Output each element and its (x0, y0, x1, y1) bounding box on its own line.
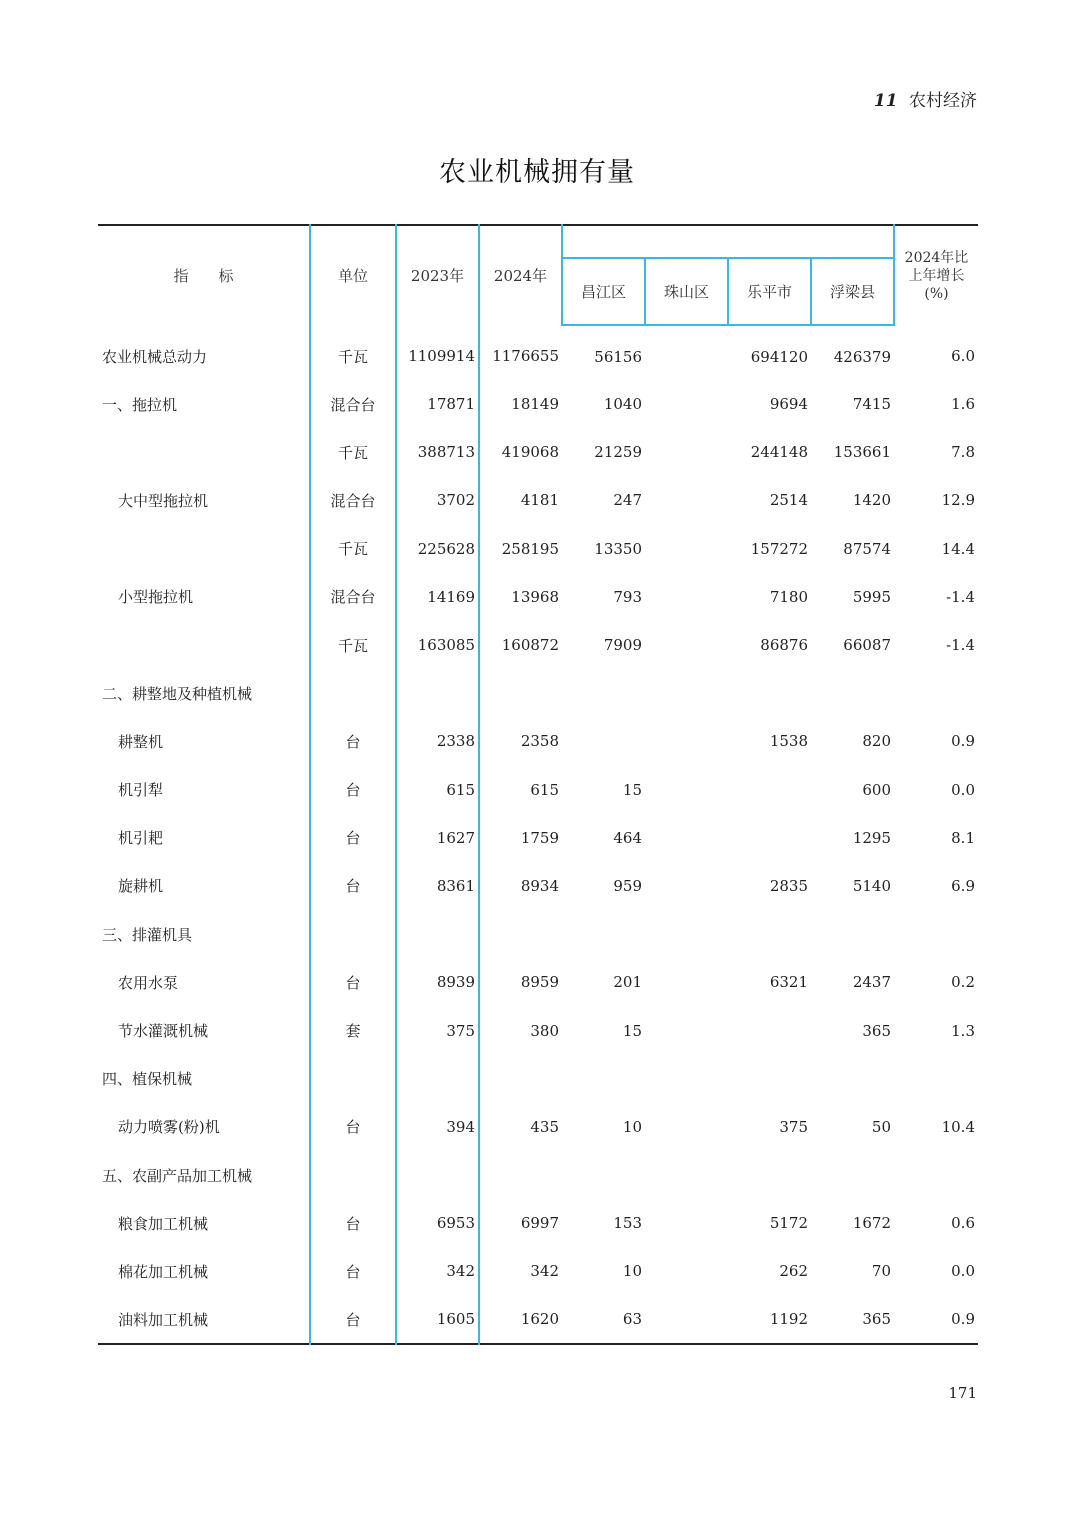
cell-unit (310, 1055, 396, 1103)
cell-2024: 380 (479, 1006, 562, 1054)
cell-2024: 8959 (479, 958, 562, 1006)
table-row (98, 1296, 978, 1344)
chapter-number: 11 (873, 91, 898, 111)
cell-2024: 435 (479, 1103, 562, 1151)
cell-growth: -1.4 (946, 587, 975, 606)
cell-changjiang: 15 (622, 780, 642, 799)
cell-growth: 14.4 (941, 539, 975, 558)
cell-2023: 163085 (396, 621, 479, 669)
cell-growth (894, 1151, 978, 1199)
table-row (98, 862, 978, 910)
cell-2024: 2358 (479, 717, 562, 765)
header-fuliang: 浮梁县 (811, 258, 894, 325)
cell-2023: 375 (396, 1006, 479, 1054)
cell-unit: 台 (310, 1103, 396, 1151)
cell-indicator: 小型拖拉机 (118, 588, 194, 607)
table-row (98, 766, 978, 814)
table-row (98, 1006, 978, 1054)
cell-zhushan (645, 325, 728, 380)
cell-growth: 0.0 (951, 1262, 975, 1281)
cell-zhushan (645, 1055, 728, 1103)
table-row (98, 1199, 978, 1247)
cell-2023: 342 (396, 1247, 479, 1295)
cell-leping: 2835 (769, 876, 808, 895)
cell-leping: 7180 (769, 587, 808, 606)
header-growth-line1: 2024年比 (904, 249, 969, 266)
cell-fuliang: 1672 (852, 1214, 891, 1233)
cell-2023 (396, 910, 479, 958)
cell-fuliang: 66087 (843, 636, 891, 655)
chapter-header (874, 86, 977, 111)
cell-fuliang: 2437 (852, 973, 891, 992)
cell-indicator: 节水灌溉机械 (118, 1022, 209, 1041)
cell-growth: 10.4 (941, 1117, 975, 1136)
cell-zhushan (645, 910, 728, 958)
cell-leping (728, 669, 811, 717)
cell-fuliang: 5995 (852, 587, 891, 606)
cell-fuliang: 70 (871, 1262, 891, 1281)
cell-unit: 台 (310, 814, 396, 862)
cell-changjiang: 15 (622, 1021, 642, 1040)
cell-leping (728, 910, 811, 958)
cell-2023: 2338 (396, 717, 479, 765)
cell-zhushan (645, 573, 728, 621)
cell-fuliang: 1295 (852, 828, 891, 847)
cell-leping: 86876 (760, 636, 808, 655)
cell-growth: 1.6 (951, 395, 975, 414)
cell-changjiang: 959 (613, 876, 642, 895)
cell-indicator: 四、植保机械 (102, 1070, 193, 1089)
cell-changjiang: 10 (622, 1117, 642, 1136)
cell-unit: 混合台 (310, 476, 396, 524)
cell-2023: 14169 (396, 573, 479, 621)
cell-unit: 台 (310, 1247, 396, 1295)
cell-zhushan (645, 862, 728, 910)
cell-indicator (98, 621, 310, 669)
cell-fuliang: 426379 (833, 347, 891, 366)
cell-leping: 9694 (769, 395, 808, 414)
cell-indicator: 机引耙 (118, 829, 164, 848)
cell-growth: 12.9 (941, 491, 975, 510)
cell-2024: 419068 (479, 428, 562, 476)
header-changjiang: 昌江区 (562, 258, 645, 325)
table-row (98, 476, 978, 524)
cell-2024: 1176655 (479, 325, 562, 380)
cell-growth: 8.1 (951, 828, 975, 847)
table-row (98, 910, 978, 958)
cell-2023: 225628 (396, 525, 479, 573)
cell-changjiang (562, 717, 645, 765)
cell-2024 (479, 1151, 562, 1199)
cell-zhushan (645, 428, 728, 476)
cell-growth (894, 910, 978, 958)
cell-fuliang: 600 (862, 780, 891, 799)
page-number: 171 (948, 1384, 977, 1402)
cell-zhushan (645, 476, 728, 524)
header-district-group (562, 225, 894, 258)
page-title: 农业机械拥有量 (439, 157, 635, 188)
cell-2024: 4181 (479, 476, 562, 524)
cell-changjiang: 247 (613, 491, 642, 510)
cell-unit: 千瓦 (310, 525, 396, 573)
cell-unit: 台 (310, 717, 396, 765)
cell-2023 (396, 1151, 479, 1199)
cell-leping: 1538 (769, 732, 808, 751)
cell-2024: 342 (479, 1247, 562, 1295)
cell-2023: 388713 (396, 428, 479, 476)
cell-leping: 6321 (769, 973, 808, 992)
table-row (98, 1151, 978, 1199)
cell-zhushan (645, 1199, 728, 1247)
cell-leping: 694120 (750, 347, 808, 366)
table-body (98, 325, 978, 1344)
table-row (98, 814, 978, 862)
cell-unit: 台 (310, 1199, 396, 1247)
cell-growth: 0.9 (951, 1310, 975, 1329)
cell-zhushan (645, 814, 728, 862)
cell-2024 (479, 669, 562, 717)
cell-unit (310, 1151, 396, 1199)
cell-2024: 160872 (479, 621, 562, 669)
cell-indicator (98, 525, 310, 573)
cell-unit (310, 669, 396, 717)
cell-indicator: 耕整机 (118, 732, 164, 751)
cell-indicator: 粮食加工机械 (118, 1214, 209, 1233)
table-row (98, 717, 978, 765)
header-zhushan: 珠山区 (645, 258, 728, 325)
cell-leping: 244148 (750, 443, 808, 462)
cell-indicator: 五、农副产品加工机械 (102, 1166, 253, 1185)
cell-growth: 6.0 (951, 347, 975, 365)
cell-leping: 375 (779, 1117, 808, 1136)
cell-fuliang (811, 910, 894, 958)
cell-fuliang (811, 1151, 894, 1199)
cell-unit: 台 (310, 766, 396, 814)
table-header (98, 225, 978, 325)
cell-indicator (98, 428, 310, 476)
table-row (98, 1055, 978, 1103)
cell-indicator: 旋耕机 (118, 877, 164, 896)
header-unit: 单位 (310, 225, 396, 325)
cell-fuliang: 7415 (852, 395, 891, 414)
cell-changjiang: 21259 (594, 443, 642, 462)
cell-leping (728, 1006, 811, 1054)
cell-zhushan (645, 958, 728, 1006)
cell-2023: 1109914 (396, 325, 479, 380)
cell-2023: 615 (396, 766, 479, 814)
cell-2023: 1605 (396, 1296, 479, 1344)
table-row (98, 1103, 978, 1151)
header-indicator: 指 标 (173, 267, 234, 285)
header-growth (894, 225, 978, 325)
cell-2023: 8939 (396, 958, 479, 1006)
cell-unit: 台 (310, 862, 396, 910)
cell-unit: 千瓦 (310, 325, 396, 380)
cell-changjiang (562, 1055, 645, 1103)
cell-changjiang: 7909 (603, 636, 642, 655)
cell-indicator: 农业机械总动力 (102, 347, 208, 366)
cell-zhushan (645, 766, 728, 814)
cell-zhushan (645, 525, 728, 573)
cell-growth: 0.0 (951, 780, 975, 799)
cell-indicator: 机引犁 (118, 781, 164, 800)
cell-2023: 6953 (396, 1199, 479, 1247)
cell-2024: 13968 (479, 573, 562, 621)
cell-zhushan (645, 1006, 728, 1054)
header-growth-line3: (%) (924, 285, 949, 302)
cell-fuliang (811, 669, 894, 717)
cell-2023: 394 (396, 1103, 479, 1151)
cell-changjiang (562, 669, 645, 717)
cell-indicator: 油料加工机械 (118, 1310, 209, 1329)
cell-unit: 千瓦 (310, 428, 396, 476)
cell-unit: 套 (310, 1006, 396, 1054)
cell-fuliang: 365 (862, 1021, 891, 1040)
cell-changjiang: 13350 (594, 539, 642, 558)
cell-fuliang: 153661 (833, 443, 891, 462)
cell-leping: 262 (779, 1262, 808, 1281)
cell-indicator: 二、耕整地及种植机械 (102, 684, 253, 703)
cell-zhushan (645, 1247, 728, 1295)
table-row (98, 573, 978, 621)
cell-2024: 1620 (479, 1296, 562, 1344)
table-row (98, 380, 978, 428)
cell-unit: 千瓦 (310, 621, 396, 669)
table-row (98, 325, 978, 380)
cell-fuliang (811, 1055, 894, 1103)
cell-zhushan (645, 717, 728, 765)
cell-zhushan (645, 669, 728, 717)
header-2023: 2023年 (396, 225, 479, 325)
cell-growth (894, 669, 978, 717)
cell-2023 (396, 1055, 479, 1103)
header-growth-line2: 上年增长 (908, 267, 965, 284)
cell-unit: 台 (310, 958, 396, 1006)
cell-zhushan (645, 1296, 728, 1344)
cell-leping (728, 1151, 811, 1199)
chapter-title: 农村经济 (909, 91, 977, 111)
cell-growth (894, 1055, 978, 1103)
cell-zhushan (645, 380, 728, 428)
cell-fuliang: 1420 (852, 491, 891, 510)
cell-changjiang (562, 1151, 645, 1199)
cell-changjiang: 793 (613, 587, 642, 606)
cell-indicator: 一、拖拉机 (102, 395, 178, 414)
header-leping: 乐平市 (728, 258, 811, 325)
cell-fuliang: 365 (862, 1310, 891, 1329)
cell-changjiang: 464 (613, 828, 642, 847)
cell-unit (310, 910, 396, 958)
cell-unit: 混合台 (310, 573, 396, 621)
cell-2024: 8934 (479, 862, 562, 910)
cell-growth: 0.9 (951, 732, 975, 751)
table-row (98, 525, 978, 573)
cell-2023: 1627 (396, 814, 479, 862)
cell-fuliang: 820 (862, 732, 891, 751)
cell-2024: 258195 (479, 525, 562, 573)
cell-fuliang: 5140 (852, 876, 891, 895)
cell-2023: 8361 (396, 862, 479, 910)
cell-zhushan (645, 621, 728, 669)
cell-2024: 6997 (479, 1199, 562, 1247)
cell-2024: 615 (479, 766, 562, 814)
cell-growth: -1.4 (946, 636, 975, 655)
header-2024: 2024年 (479, 225, 562, 325)
cell-changjiang: 63 (622, 1310, 642, 1329)
machinery-table (98, 224, 978, 1345)
cell-indicator: 农用水泵 (118, 973, 179, 992)
cell-fuliang: 87574 (843, 539, 891, 558)
table-row (98, 669, 978, 717)
table-row (98, 958, 978, 1006)
cell-unit: 混合台 (310, 380, 396, 428)
cell-2023: 17871 (396, 380, 479, 428)
table-row (98, 428, 978, 476)
cell-changjiang (562, 910, 645, 958)
cell-growth: 6.9 (951, 876, 975, 895)
cell-unit: 台 (310, 1296, 396, 1344)
cell-2023: 3702 (396, 476, 479, 524)
cell-changjiang: 10 (622, 1262, 642, 1281)
cell-leping (728, 1055, 811, 1103)
table-row (98, 621, 978, 669)
cell-leping: 157272 (750, 539, 808, 558)
cell-zhushan (645, 1103, 728, 1151)
cell-growth: 1.3 (951, 1021, 975, 1040)
cell-indicator: 三、排灌机具 (102, 925, 193, 944)
cell-indicator: 动力喷雾(粉)机 (118, 1118, 220, 1137)
cell-fuliang: 50 (871, 1117, 891, 1136)
cell-leping (728, 766, 811, 814)
cell-growth: 0.6 (951, 1214, 975, 1233)
cell-leping: 5172 (769, 1214, 808, 1233)
cell-leping (728, 814, 811, 862)
cell-2024: 1759 (479, 814, 562, 862)
cell-changjiang: 56156 (594, 347, 642, 366)
cell-changjiang: 153 (613, 1214, 642, 1233)
cell-growth: 0.2 (951, 973, 975, 992)
cell-zhushan (645, 1151, 728, 1199)
cell-changjiang: 1040 (603, 395, 642, 414)
cell-2024 (479, 1055, 562, 1103)
cell-changjiang: 201 (613, 973, 642, 992)
cell-2023 (396, 669, 479, 717)
cell-leping: 2514 (769, 491, 808, 510)
cell-growth: 7.8 (951, 443, 975, 462)
cell-indicator: 大中型拖拉机 (118, 491, 209, 510)
cell-indicator: 棉花加工机械 (118, 1262, 209, 1281)
cell-2024: 18149 (479, 380, 562, 428)
table-row (98, 1247, 978, 1295)
cell-leping: 1192 (769, 1310, 808, 1329)
cell-2024 (479, 910, 562, 958)
